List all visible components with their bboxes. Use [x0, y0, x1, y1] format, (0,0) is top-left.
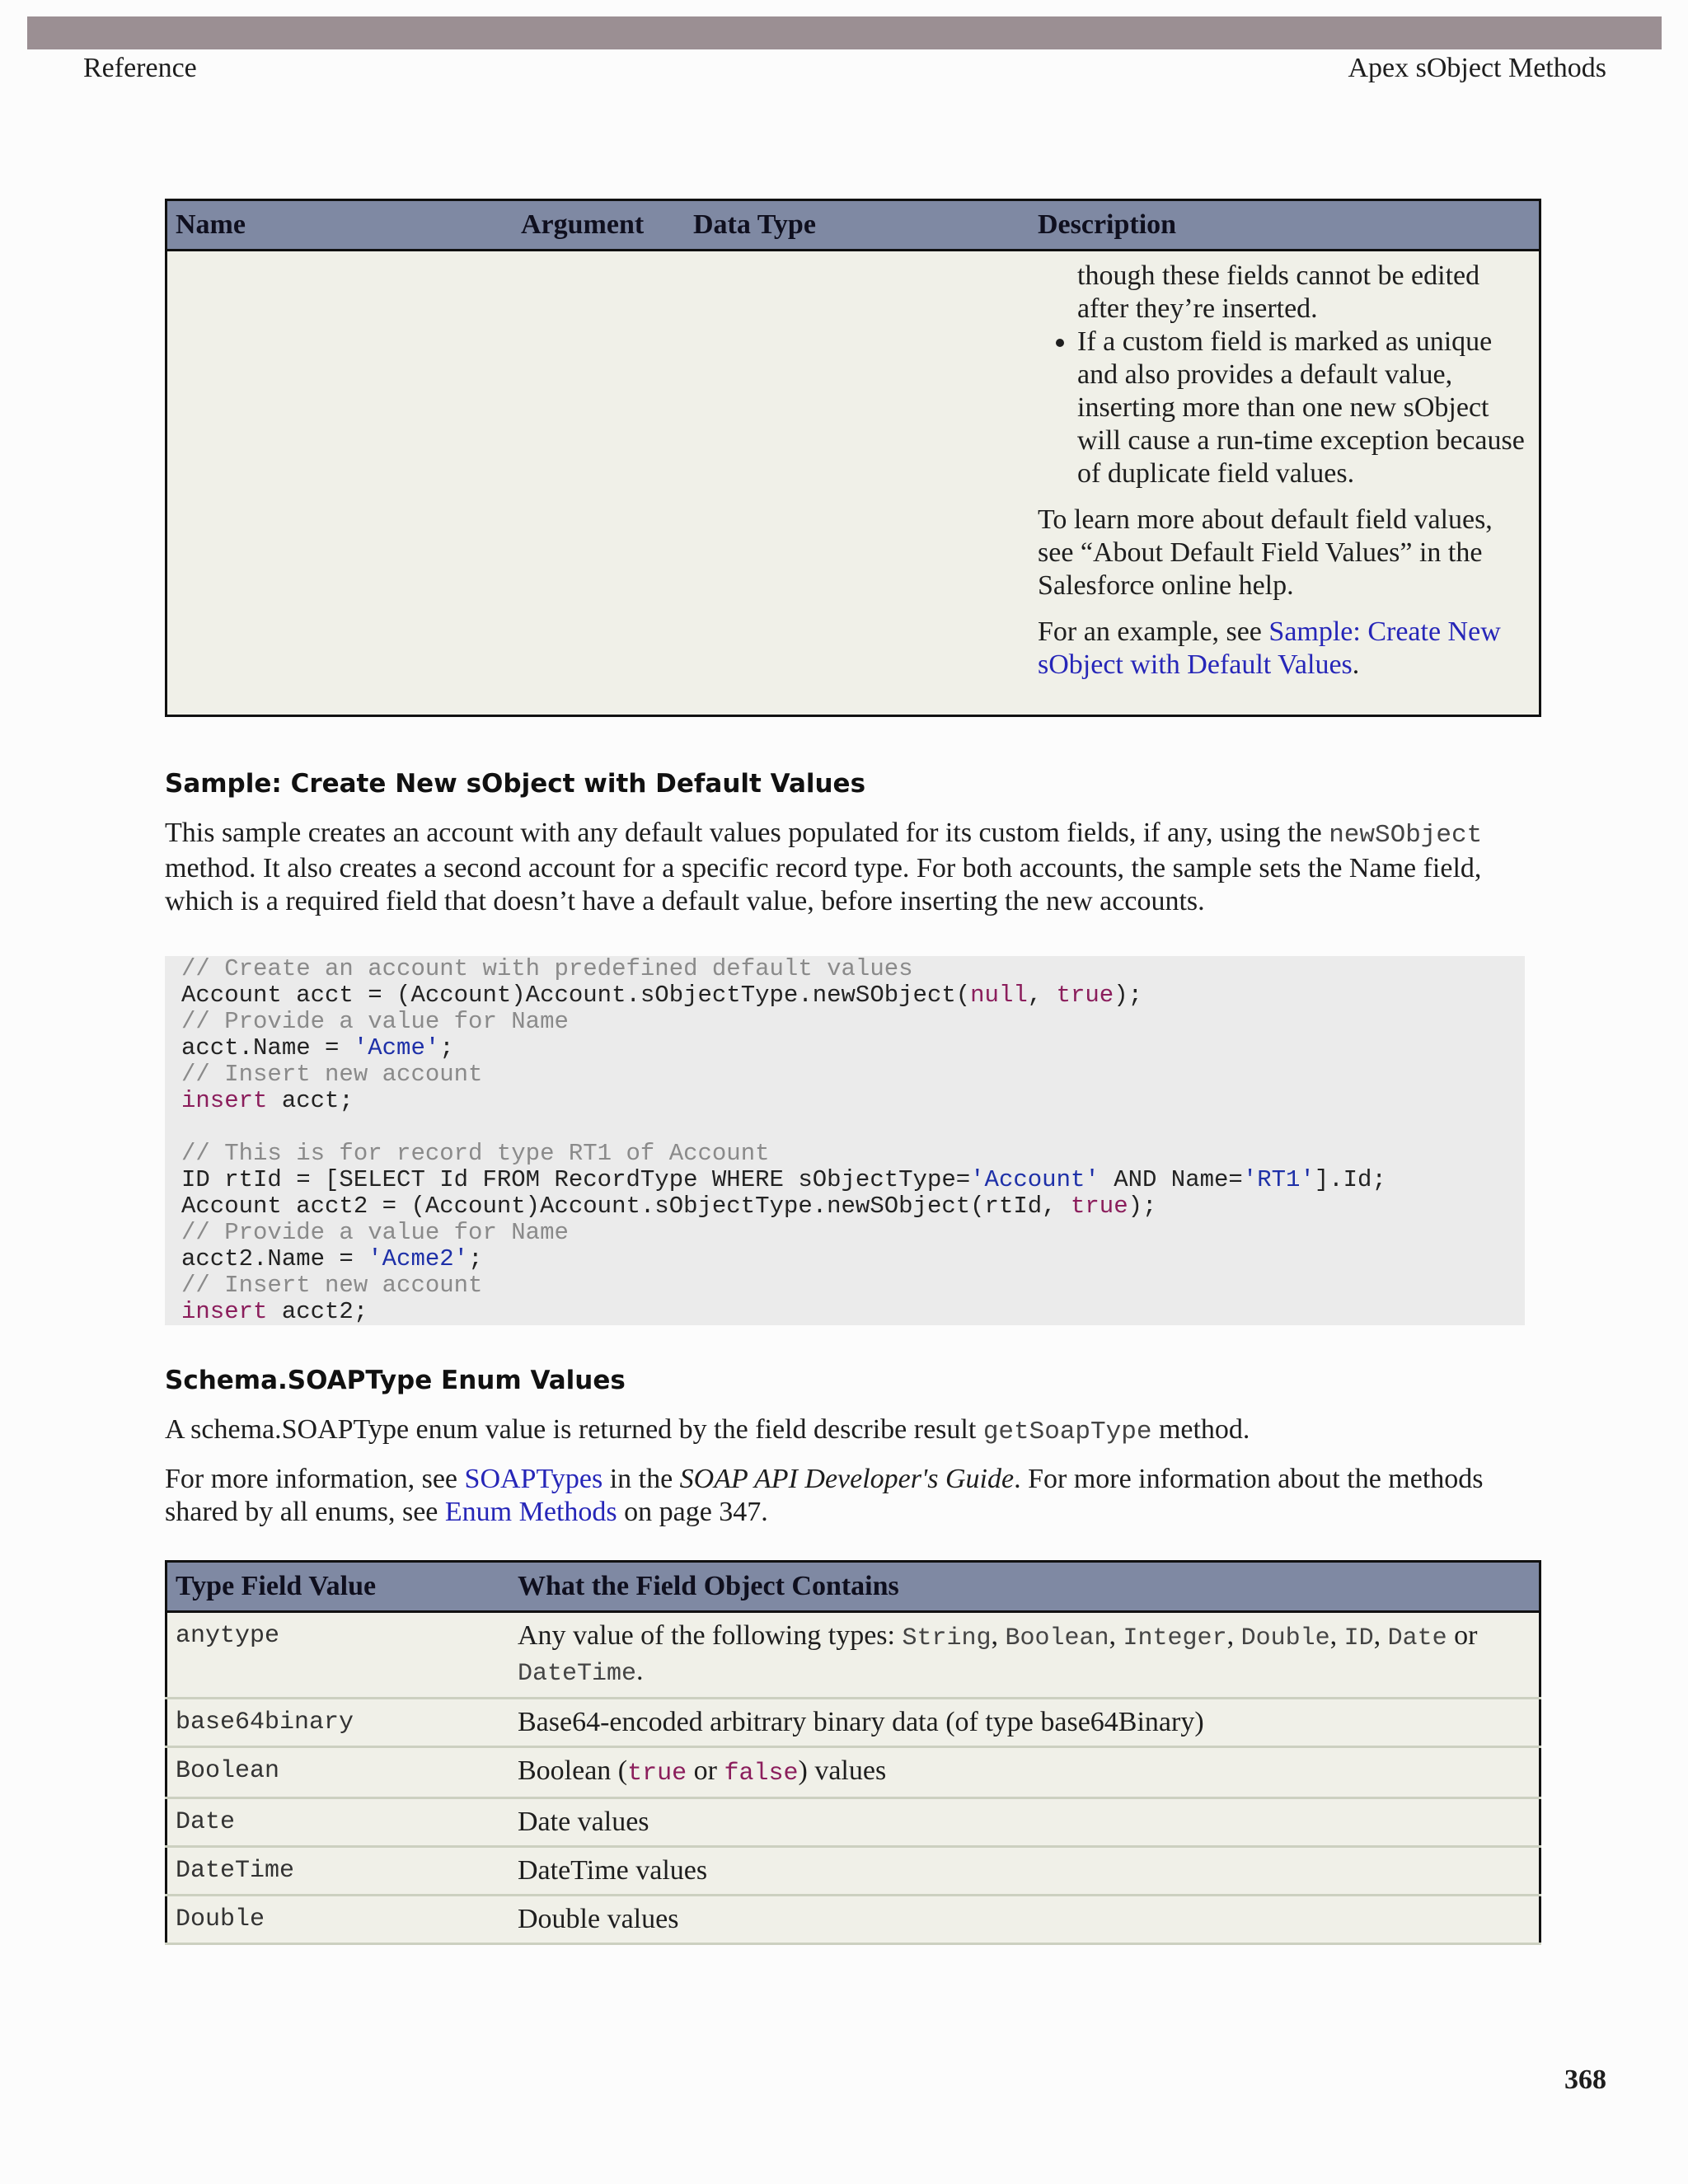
- type-value: Boolean: [166, 1747, 510, 1798]
- enum-methods-link[interactable]: Enum Methods: [444, 1497, 617, 1527]
- inline-code: getSoapType: [982, 1418, 1152, 1446]
- table-row: [166, 1699, 1540, 1747]
- desc-bullet: • If a custom field is marked as unique and also provides a default value, inserting more than one new sObject will cause a run-time exception because of duplicate field values.: [1077, 326, 1531, 490]
- table-row: [166, 1747, 1540, 1798]
- cell-name: [166, 251, 513, 716]
- soaptype-table: [165, 1560, 1541, 1945]
- top-bar: [27, 16, 1662, 49]
- type-value: base64binary: [166, 1699, 510, 1747]
- col-data-type: Data Type: [685, 200, 1029, 251]
- running-header-right: Apex sObject Methods: [1348, 53, 1606, 83]
- schema-para-1: A schema.SOAPType enum value is returned by the field describe result getSoapType method.: [165, 1414, 1250, 1446]
- table-row: [166, 1896, 1540, 1944]
- page-number: 368: [1564, 2064, 1606, 2095]
- sample-link[interactable]: Sample: Create New sObject with Default Values: [1038, 616, 1501, 680]
- type-value: DateTime: [166, 1847, 510, 1896]
- methods-table: [165, 199, 1541, 717]
- col-argument: Argument: [513, 200, 685, 251]
- type-value: Double: [166, 1896, 510, 1944]
- desc-continuation: though these fields cannot be edited after they’re inserted.: [1077, 260, 1480, 324]
- desc-para-1: To learn more about default field values, see “About Default Field Values” in the Salesforce online help.: [1038, 504, 1493, 601]
- cell-data-type: [685, 251, 1029, 716]
- desc-bullet-list: [1038, 326, 1531, 490]
- col-description: Description: [1029, 200, 1540, 251]
- table-row: [166, 1612, 1540, 1699]
- running-header-left: Reference: [83, 53, 197, 83]
- type-description: Date values: [509, 1798, 1540, 1847]
- table-row: [166, 1798, 1540, 1847]
- type-value: anytype: [166, 1612, 510, 1699]
- col-type-field-value: Type Field Value: [166, 1562, 510, 1612]
- col-name: Name: [166, 200, 513, 251]
- code-block: // Create an account with predefined default values Account acct = (Account)Account.sObjectType.newSObject(null, true); // Provide a value for Name acct.Name = 'Acme'; // Insert new account insert acct; // This is for record type RT1 of Account ID rtId = [SELECT Id FROM RecordType WHERE sObjectType='Account' AND Name='RT1'].Id; Account acct2 = (Account)Account.sObjectType.newSObject(rtId, true); // Provide a value for Name acct2.Name = 'Acme2'; // Insert new account insert acct2;: [165, 956, 1525, 1325]
- sample-heading: Sample: Create New sObject with Default Values: [165, 769, 866, 799]
- guide-title: SOAP API Developer's Guide: [679, 1464, 1015, 1494]
- cell-argument: [513, 251, 685, 716]
- desc-para-2: For an example, see Sample: Create New sObject with Default Values.: [1038, 616, 1501, 680]
- schema-para-2: For more information, see SOAPTypes in the SOAP API Developer's Guide. For more information about the methods shared by all enums, see Enum Methods on page 347.: [165, 1464, 1484, 1527]
- type-description: DateTime values: [509, 1847, 1540, 1896]
- type-value: Date: [166, 1798, 510, 1847]
- table-row: [166, 1847, 1540, 1896]
- schema-heading: Schema.SOAPType Enum Values: [165, 1366, 626, 1395]
- cell-description: [1029, 251, 1540, 716]
- type-description: Double values: [509, 1896, 1540, 1944]
- type-description: Any value of the following types: String, Boolean, Integer, Double, ID, Date or DateTime.: [509, 1612, 1540, 1699]
- type-description: Base64-encoded arbitrary binary data (of type base64Binary): [509, 1699, 1540, 1747]
- type-description: Boolean (true or false) values: [509, 1747, 1540, 1798]
- inline-code: newSObject: [1329, 821, 1483, 850]
- soaptypes-link[interactable]: SOAPTypes: [464, 1464, 603, 1494]
- sample-paragraph: This sample creates an account with any default values populated for its custom fields, if any, using the newSObject method. It also creates a second account for a specific record type. For both accounts, the sample sets the Name field, which is a required field that doesn’t have a default value, before inserting the new accounts.: [165, 818, 1483, 916]
- col-field-object-contains: What the Field Object Contains: [509, 1562, 1540, 1612]
